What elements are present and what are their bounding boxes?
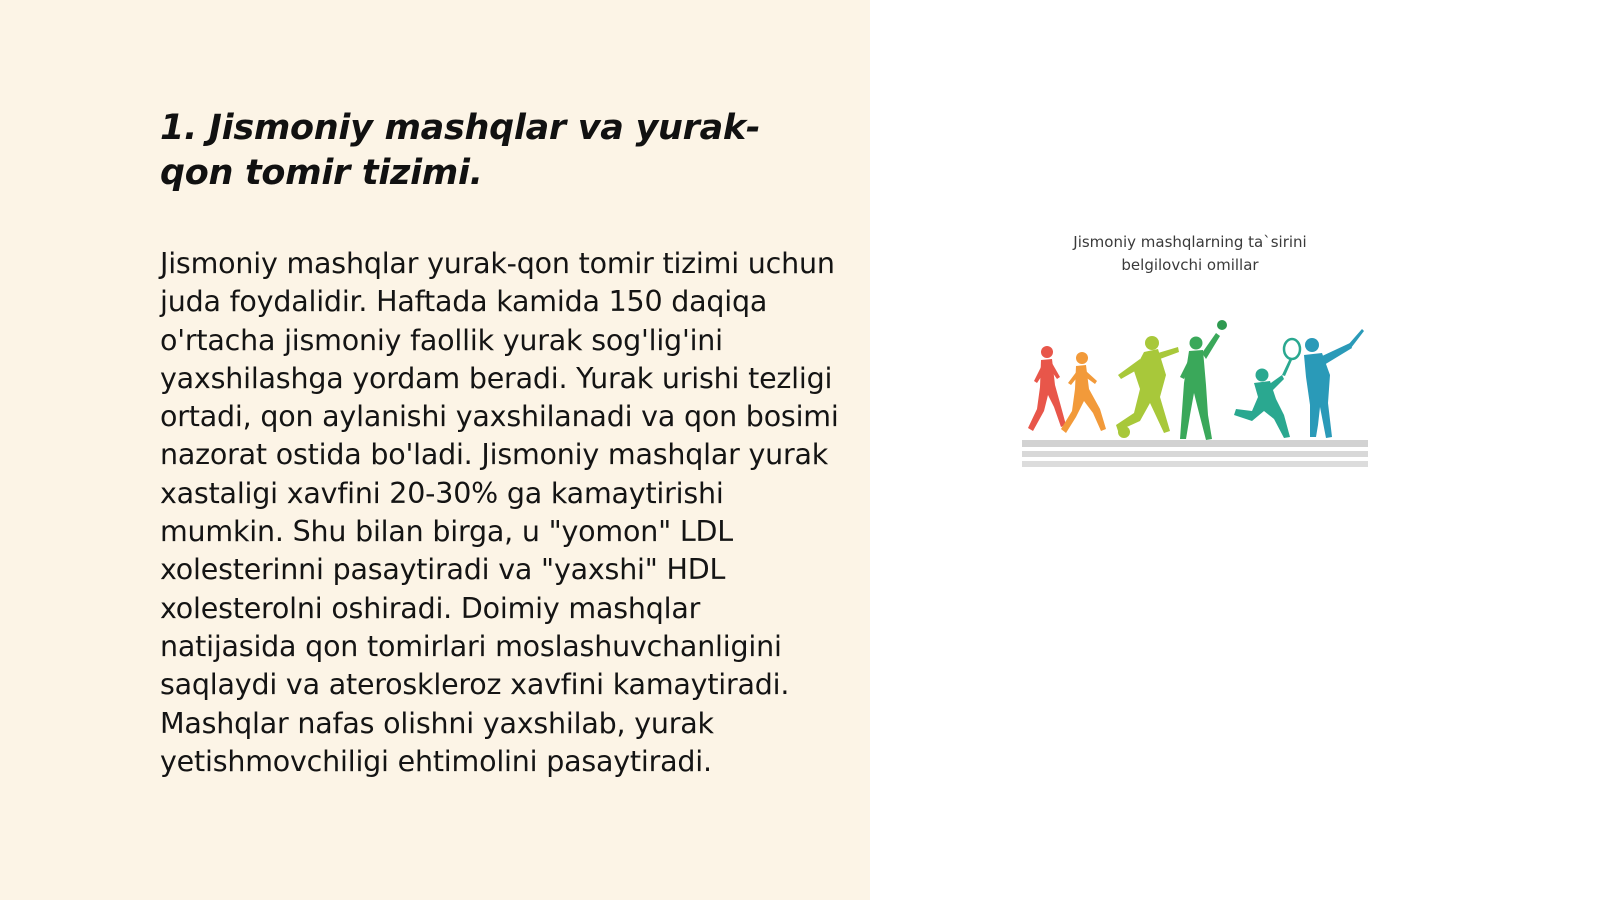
runner-red-figure xyxy=(1028,346,1066,431)
track-stripe xyxy=(1022,451,1368,457)
kicker-figure xyxy=(1116,336,1179,438)
athletes-silhouettes-icon xyxy=(1000,225,1380,485)
volleyball-player-figure xyxy=(1180,320,1227,440)
sports-illustration xyxy=(1000,225,1380,485)
track-stripe xyxy=(1022,461,1368,467)
slide-title: 1. Jismoniy mashqlar va yurak-qon tomir tizimi. xyxy=(160,108,761,193)
figure-caption: Jismoniy mashqlarning ta`sirini belgilovchi omillar xyxy=(1073,233,1307,274)
runner-orange-figure xyxy=(1061,352,1106,433)
tennis-player-figure xyxy=(1234,339,1300,438)
golfer-figure xyxy=(1304,329,1364,438)
slide-body-text: Jismoniy mashqlar yurak-qon tomir tizimi uchun juda foydalidir. Haftada kamida 150 daqiqa o'rtacha jismoniy faollik yurak sog'lig'ini yaxshilashga yordam beradi. Yurak urishi tezligi ortadi, qon aylanishi yaxshilanadi va qon bosimi nazorat ostida bo'ladi. Jismoniy mashqlar yurak xastaligi xavfini 20-30% ga kamaytirishi mumkin. Shu bilan birga, u "yomon" LDL xolesterinni pasaytiradi va "yaxshi" HDL xolesterolni oshiradi. Doimiy mashqlar natijasida qon tomirlari moslashuvchanligini saqlaydi va ateroskleroz xavfini kamaytiradi. Mashqlar nafas olishni yaxshilab, yurak yetishmovchiligi ehtimolini pasaytiradi. xyxy=(160,247,839,778)
track-stripe xyxy=(1022,440,1368,447)
